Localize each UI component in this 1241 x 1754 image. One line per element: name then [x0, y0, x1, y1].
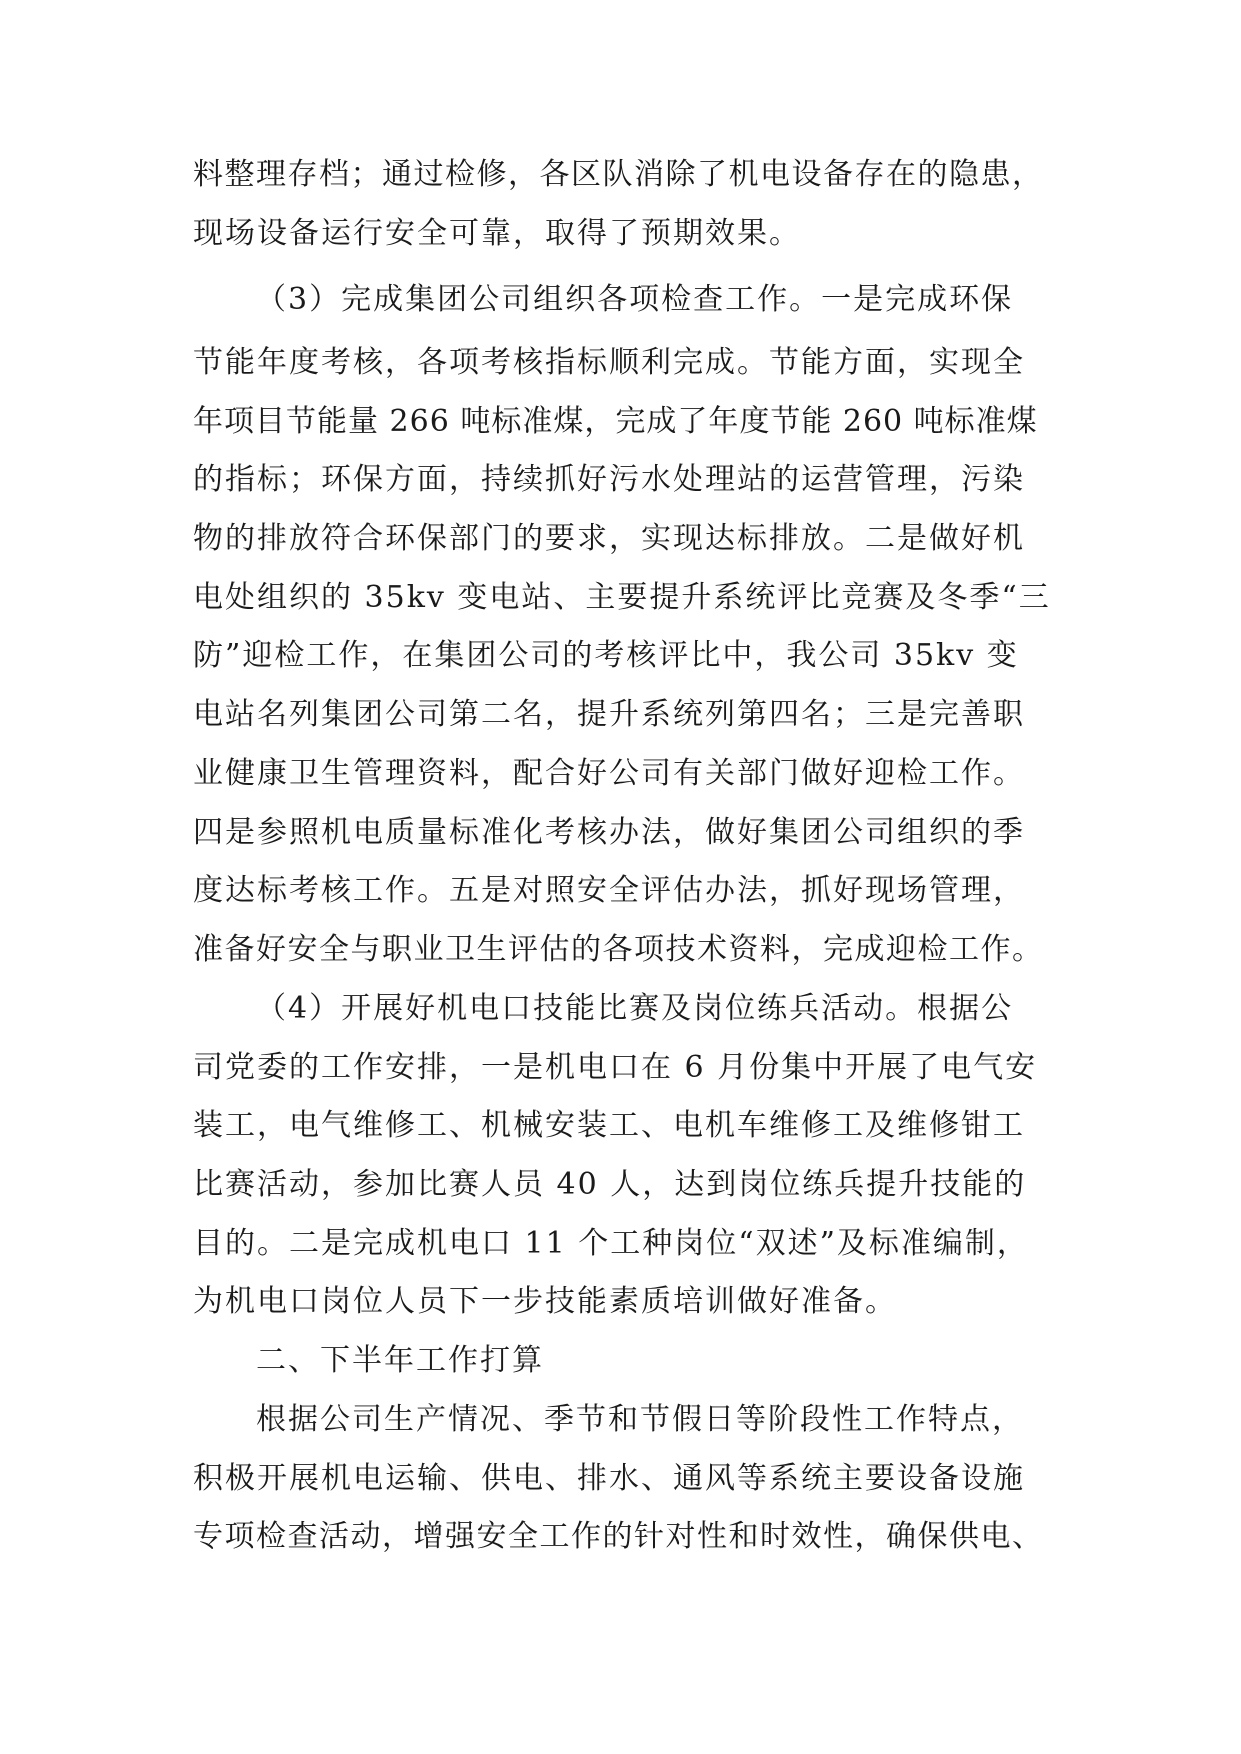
text-line: 度达标考核工作。五是对照安全评估办法，抓好现场管理， — [193, 873, 1025, 908]
text-line: 业健康卫生管理资料，配合好公司有关部门做好迎检工作。 — [193, 756, 1025, 791]
text-line: 年项目节能量 266 吨标准煤，完成了年度节能 260 吨标准煤 — [193, 404, 1038, 439]
text-line: 电处组织的 35kv 变电站、主要提升系统评比竞赛及冬季“三 — [193, 580, 1051, 615]
text-line: 防”迎检工作，在集团公司的考核评比中，我公司 35kv 变 — [193, 638, 1019, 673]
text-line: 的指标；环保方面，持续抓好污水处理站的运营管理，污染 — [193, 462, 1025, 497]
section-heading: 二、下半年工作打算 — [256, 1343, 544, 1378]
text-line: 积极开展机电运输、供电、排水、通风等系统主要设备设施 — [193, 1461, 1025, 1496]
text-line: （4）开展好机电口技能比赛及岗位练兵活动。根据公 — [256, 991, 1014, 1026]
text-line: 料整理存档；通过检修，各区队消除了机电设备存在的隐患， — [193, 157, 1044, 192]
text-line: 目的。二是完成机电口 11 个工种岗位“双述”及标准编制， — [193, 1226, 1029, 1261]
text-line: 专项检查活动，增强安全工作的针对性和时效性，确保供电、 — [193, 1519, 1044, 1554]
text-line: 为机电口岗位人员下一步技能素质培训做好准备。 — [193, 1284, 897, 1319]
text-line: （3）完成集团公司组织各项检查工作。一是完成环保 — [256, 282, 1014, 317]
text-line: 司党委的工作安排，一是机电口在 6 月份集中开展了电气安 — [193, 1050, 1038, 1085]
text-line: 现场设备运行安全可靠，取得了预期效果。 — [193, 216, 801, 251]
text-line: 装工，电气维修工、机械安装工、电机车维修工及维修钳工 — [193, 1108, 1025, 1143]
text-line: 根据公司生产情况、季节和节假日等阶段性工作特点， — [256, 1402, 1024, 1437]
text-line: 电站名列集团公司第二名，提升系统列第四名；三是完善职 — [193, 697, 1025, 732]
text-line: 物的排放符合环保部门的要求，实现达标排放。二是做好机 — [193, 521, 1025, 556]
text-line: 节能年度考核，各项考核指标顺利完成。节能方面，实现全 — [193, 345, 1025, 380]
text-line: 准备好安全与职业卫生评估的各项技术资料，完成迎检工作。 — [193, 932, 1044, 967]
text-line: 四是参照机电质量标准化考核办法，做好集团公司组织的季 — [193, 815, 1025, 850]
text-line: 比赛活动，参加比赛人员 40 人，达到岗位练兵提升技能的 — [193, 1167, 1027, 1202]
